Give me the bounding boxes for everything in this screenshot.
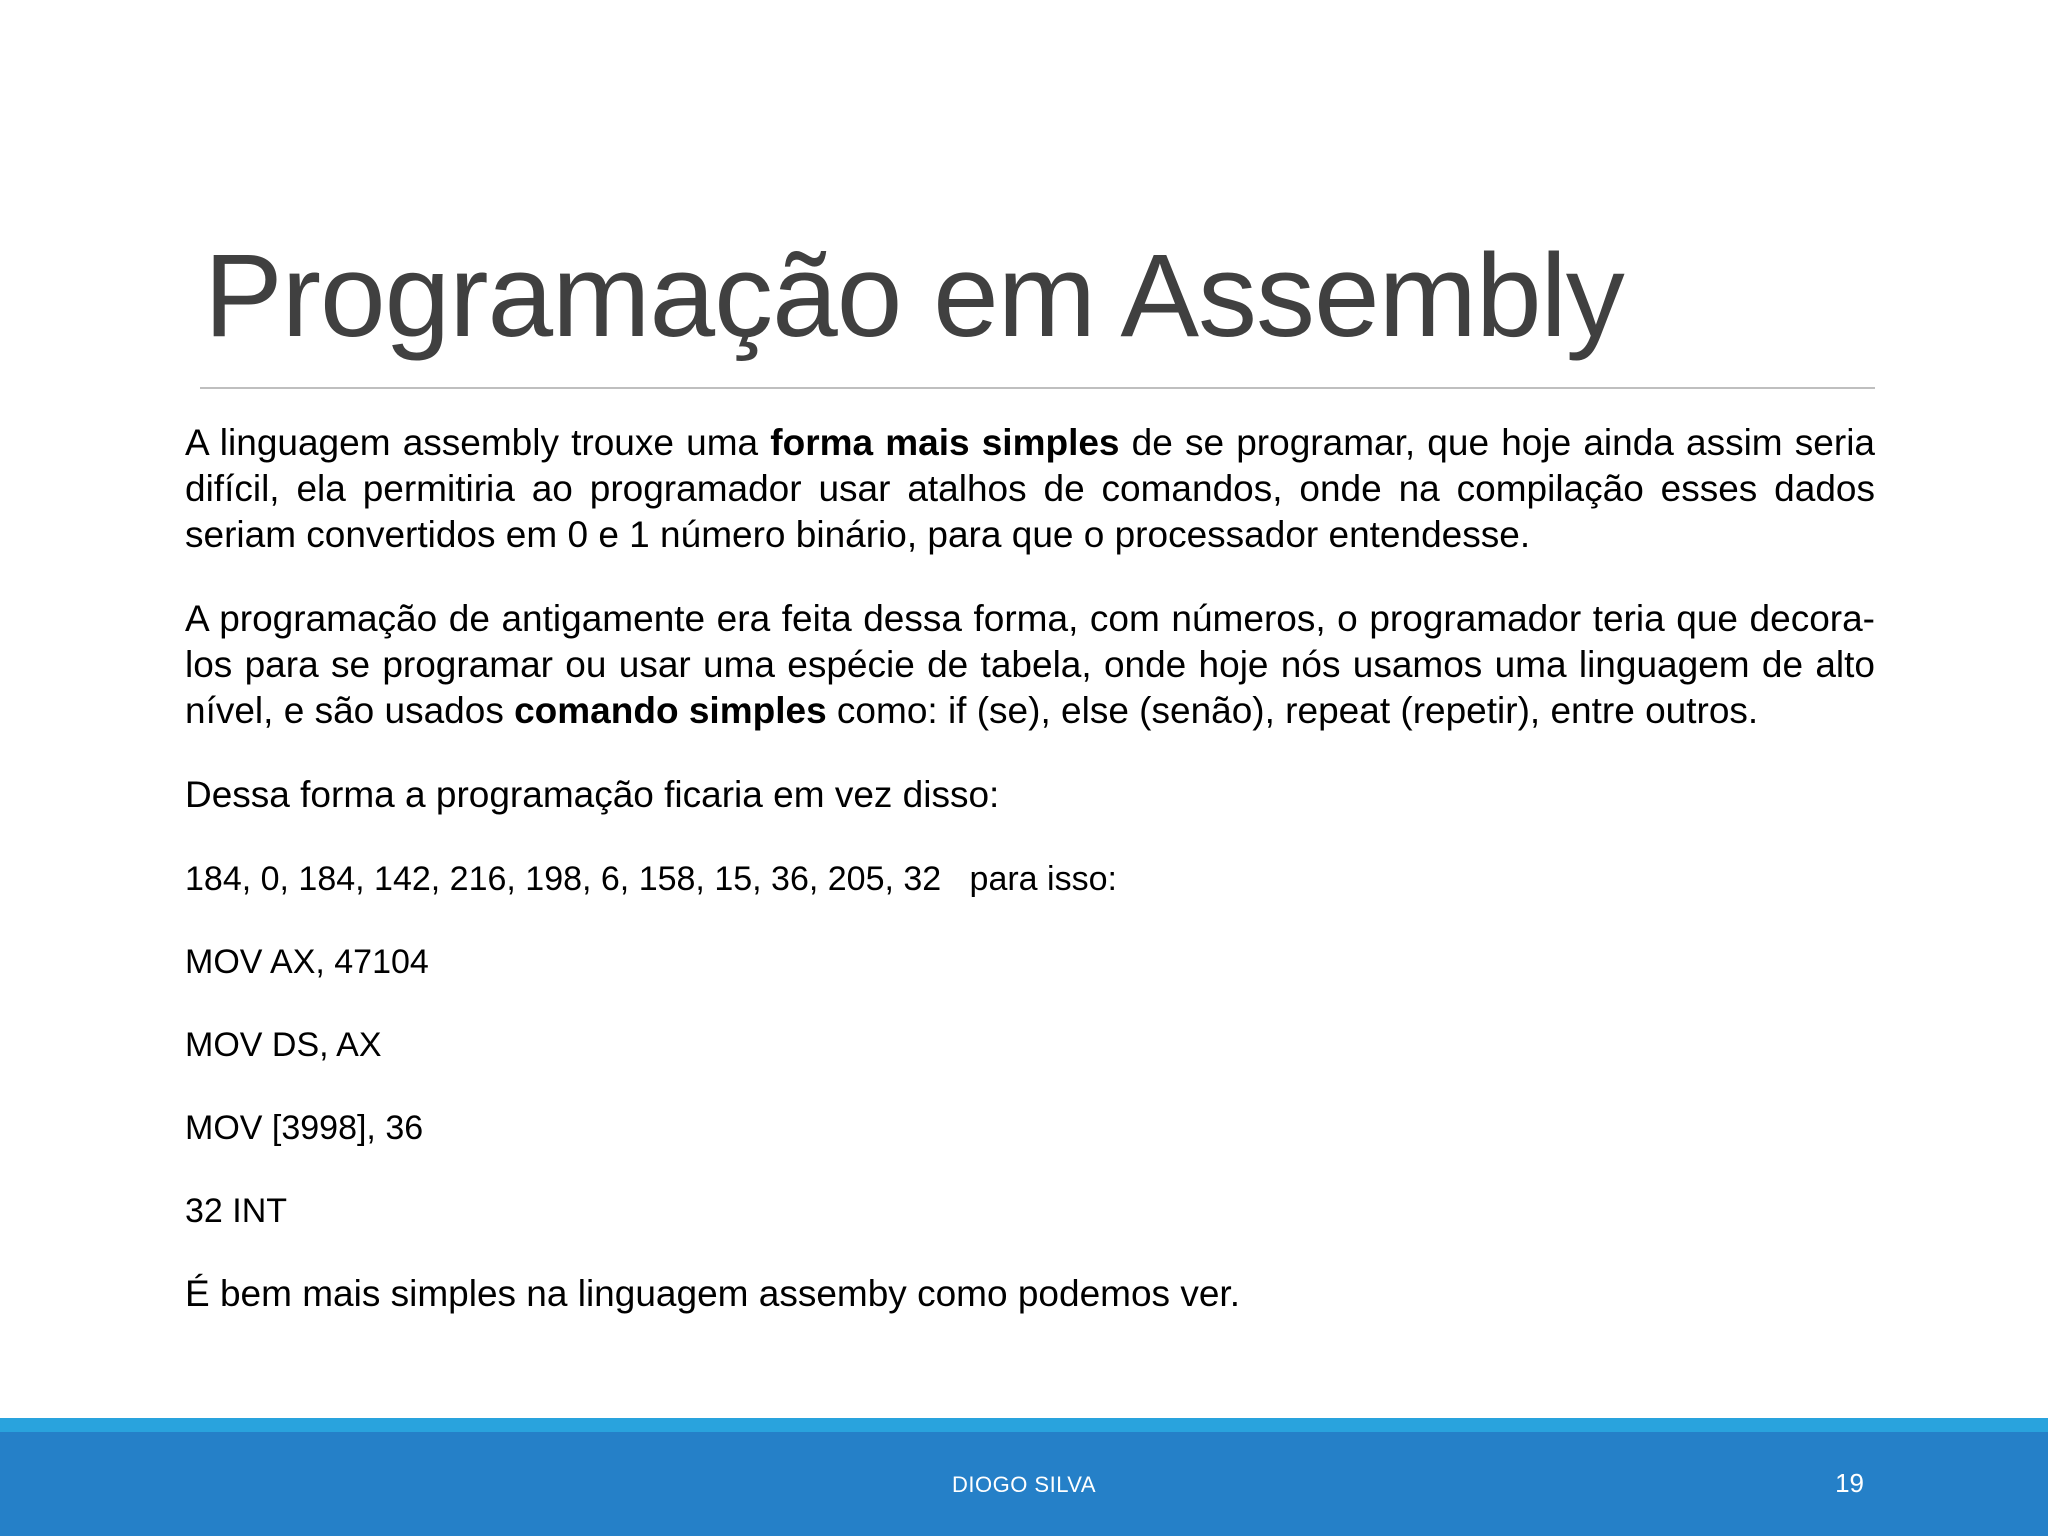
code-line-2: MOV DS, AX: [185, 1026, 382, 1064]
slide-body: [185, 420, 1875, 1355]
paragraph-2: [185, 596, 1875, 734]
conclusion: É bem mais simples na linguagem assemby como podemos ver.: [185, 1273, 1240, 1314]
slide-title: Programação em Assembly: [204, 230, 1624, 362]
numbers-values: 184, 0, 184, 142, 216, 198, 6, 158, 15, 36, 205, 32: [185, 860, 942, 898]
paragraph-1-bold: forma mais simples: [770, 422, 1120, 463]
paragraph-1: [185, 420, 1875, 558]
page-number: 19: [1835, 1468, 1864, 1498]
code-line-3: MOV [3998], 36: [185, 1109, 424, 1147]
paragraph-3: Dessa forma a programação ficaria em vez disso:: [185, 774, 1000, 815]
code-line-4: 32 INT: [185, 1192, 288, 1230]
paragraph-2-bold: comando simples: [514, 690, 827, 731]
numbers-line: [185, 856, 1875, 902]
footer-stripe: [0, 1418, 2048, 1432]
footer-author: DIOGO SILVA: [951, 1472, 1097, 1497]
paragraph-2-text-start: A programação de antigamente era feita dessa forma, com números, o programador teria que decora-los para se programar ou usar uma espécie de tabela, onde hoje nós usamos uma linguagem de alto nível, e são usados: [185, 598, 1875, 731]
title-divider: [200, 387, 1875, 389]
paragraph-1-text-end: de se programar, que hoje ainda assim seria difícil, ela permitiria ao programador usar atalhos de comandos, onde na compilação esses dados seriam convertidos em 0 e 1 número binário, para que o processador entendesse.: [185, 422, 1875, 555]
footer-band: [0, 1432, 2048, 1536]
paragraph-2-text-end: como: if (se), else (senão), repeat (repetir), entre outros.: [826, 690, 1759, 731]
numbers-suffix: para isso:: [969, 860, 1117, 898]
paragraph-1-text-start: A linguagem assembly trouxe uma: [185, 422, 771, 463]
code-line-1: MOV AX, 47104: [185, 943, 429, 981]
